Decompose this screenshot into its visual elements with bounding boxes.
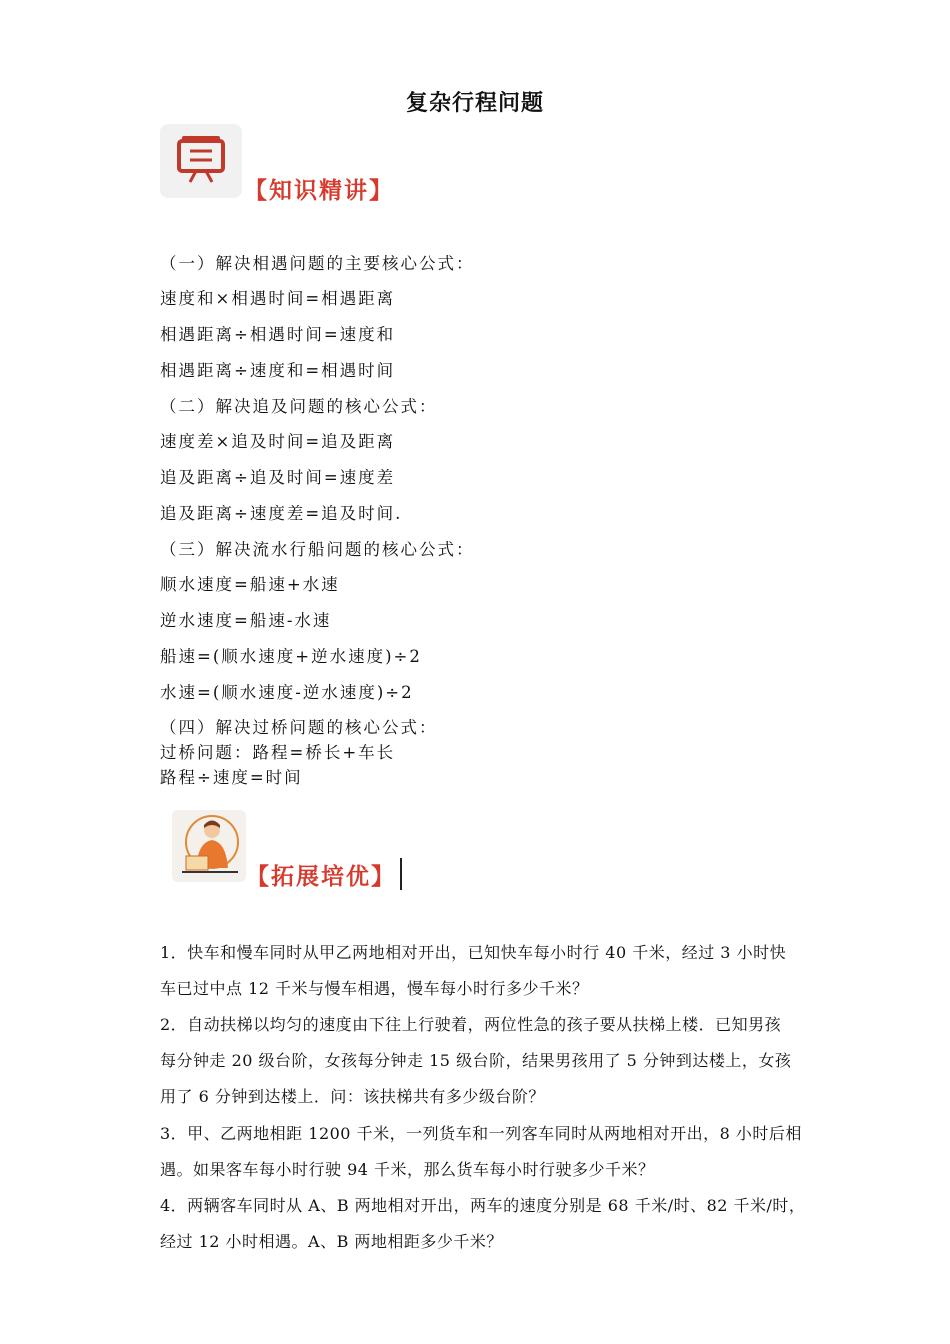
knowledge-line: 水速=(顺水速度-逆水速度)÷2: [160, 683, 414, 702]
problem-line: 每分钟走 20 级台阶，女孩每分钟走 15 级台阶，结果男孩用了 5 分钟到达楼上，女孩: [160, 1051, 792, 1070]
knowledge-line: 路程÷速度=时间: [160, 768, 303, 787]
knowledge-line: 顺水速度=船速+水速: [160, 575, 340, 594]
problem-line: 遇。如果客车每小时行驶 94 千米，那么货车每小时行驶多少千米？: [160, 1160, 655, 1179]
knowledge-line: （二）解决追及问题的核心公式：: [160, 397, 438, 416]
knowledge-line: （三）解决流水行船问题的核心公式：: [160, 540, 475, 559]
knowledge-line: 速度差×追及时间=追及距离: [160, 432, 396, 451]
extension-badge: [172, 810, 246, 882]
teacher-reading-icon: [172, 810, 246, 882]
problem-line: 车已过中点 12 千米与慢车相遇，慢车每小时行多少千米？: [160, 979, 589, 998]
problem-line: 1．快车和慢车同时从甲乙两地相对开出，已知快车每小时行 40 千米，经过 3 小时快: [160, 943, 787, 962]
extension-section-tag: 【拓展培优】: [246, 863, 396, 890]
knowledge-section-tag: 【知识精讲】: [244, 177, 394, 204]
knowledge-badge: [160, 124, 242, 198]
knowledge-line: 追及距离÷速度差=追及时间.: [160, 504, 403, 523]
knowledge-line: （一）解决相遇问题的主要核心公式：: [160, 254, 475, 273]
problem-line: 经过 12 小时相遇。A、B 两地相距多少千米？: [160, 1232, 503, 1251]
problem-line: 用了 6 分钟到达楼上．问：该扶梯共有多少级台阶？: [160, 1087, 545, 1106]
knowledge-line: 速度和×相遇时间=相遇距离: [160, 289, 396, 308]
knowledge-line: （四）解决过桥问题的核心公式：: [160, 718, 438, 737]
problem-line: 2．自动扶梯以均匀的速度由下往上行驶着，两位性急的孩子要从扶梯上楼．已知男孩: [160, 1015, 782, 1034]
knowledge-line: 过桥问题：路程=桥长+车长: [160, 743, 396, 762]
knowledge-line: 相遇距离÷速度和=相遇时间: [160, 361, 396, 380]
teaching-board-icon: [160, 124, 242, 198]
knowledge-line: 逆水速度=船速-水速: [160, 611, 332, 630]
problem-line: 4．两辆客车同时从 A、B 两地相对开出，两车的速度分别是 68 千米/时、82 千米/时，: [160, 1196, 806, 1215]
knowledge-line: 船速=(顺水速度+逆水速度)÷2: [160, 647, 422, 666]
knowledge-line: 相遇距离÷相遇时间=速度和: [160, 325, 396, 344]
knowledge-line: 追及距离÷追及时间=速度差: [160, 468, 396, 487]
text-cursor: [400, 858, 402, 890]
problem-line: 3．甲、乙两地相距 1200 千米，一列货车和一列客车同时从两地相对开出，8 小时后相: [160, 1124, 802, 1143]
page-title: 复杂行程问题: [405, 91, 544, 116]
